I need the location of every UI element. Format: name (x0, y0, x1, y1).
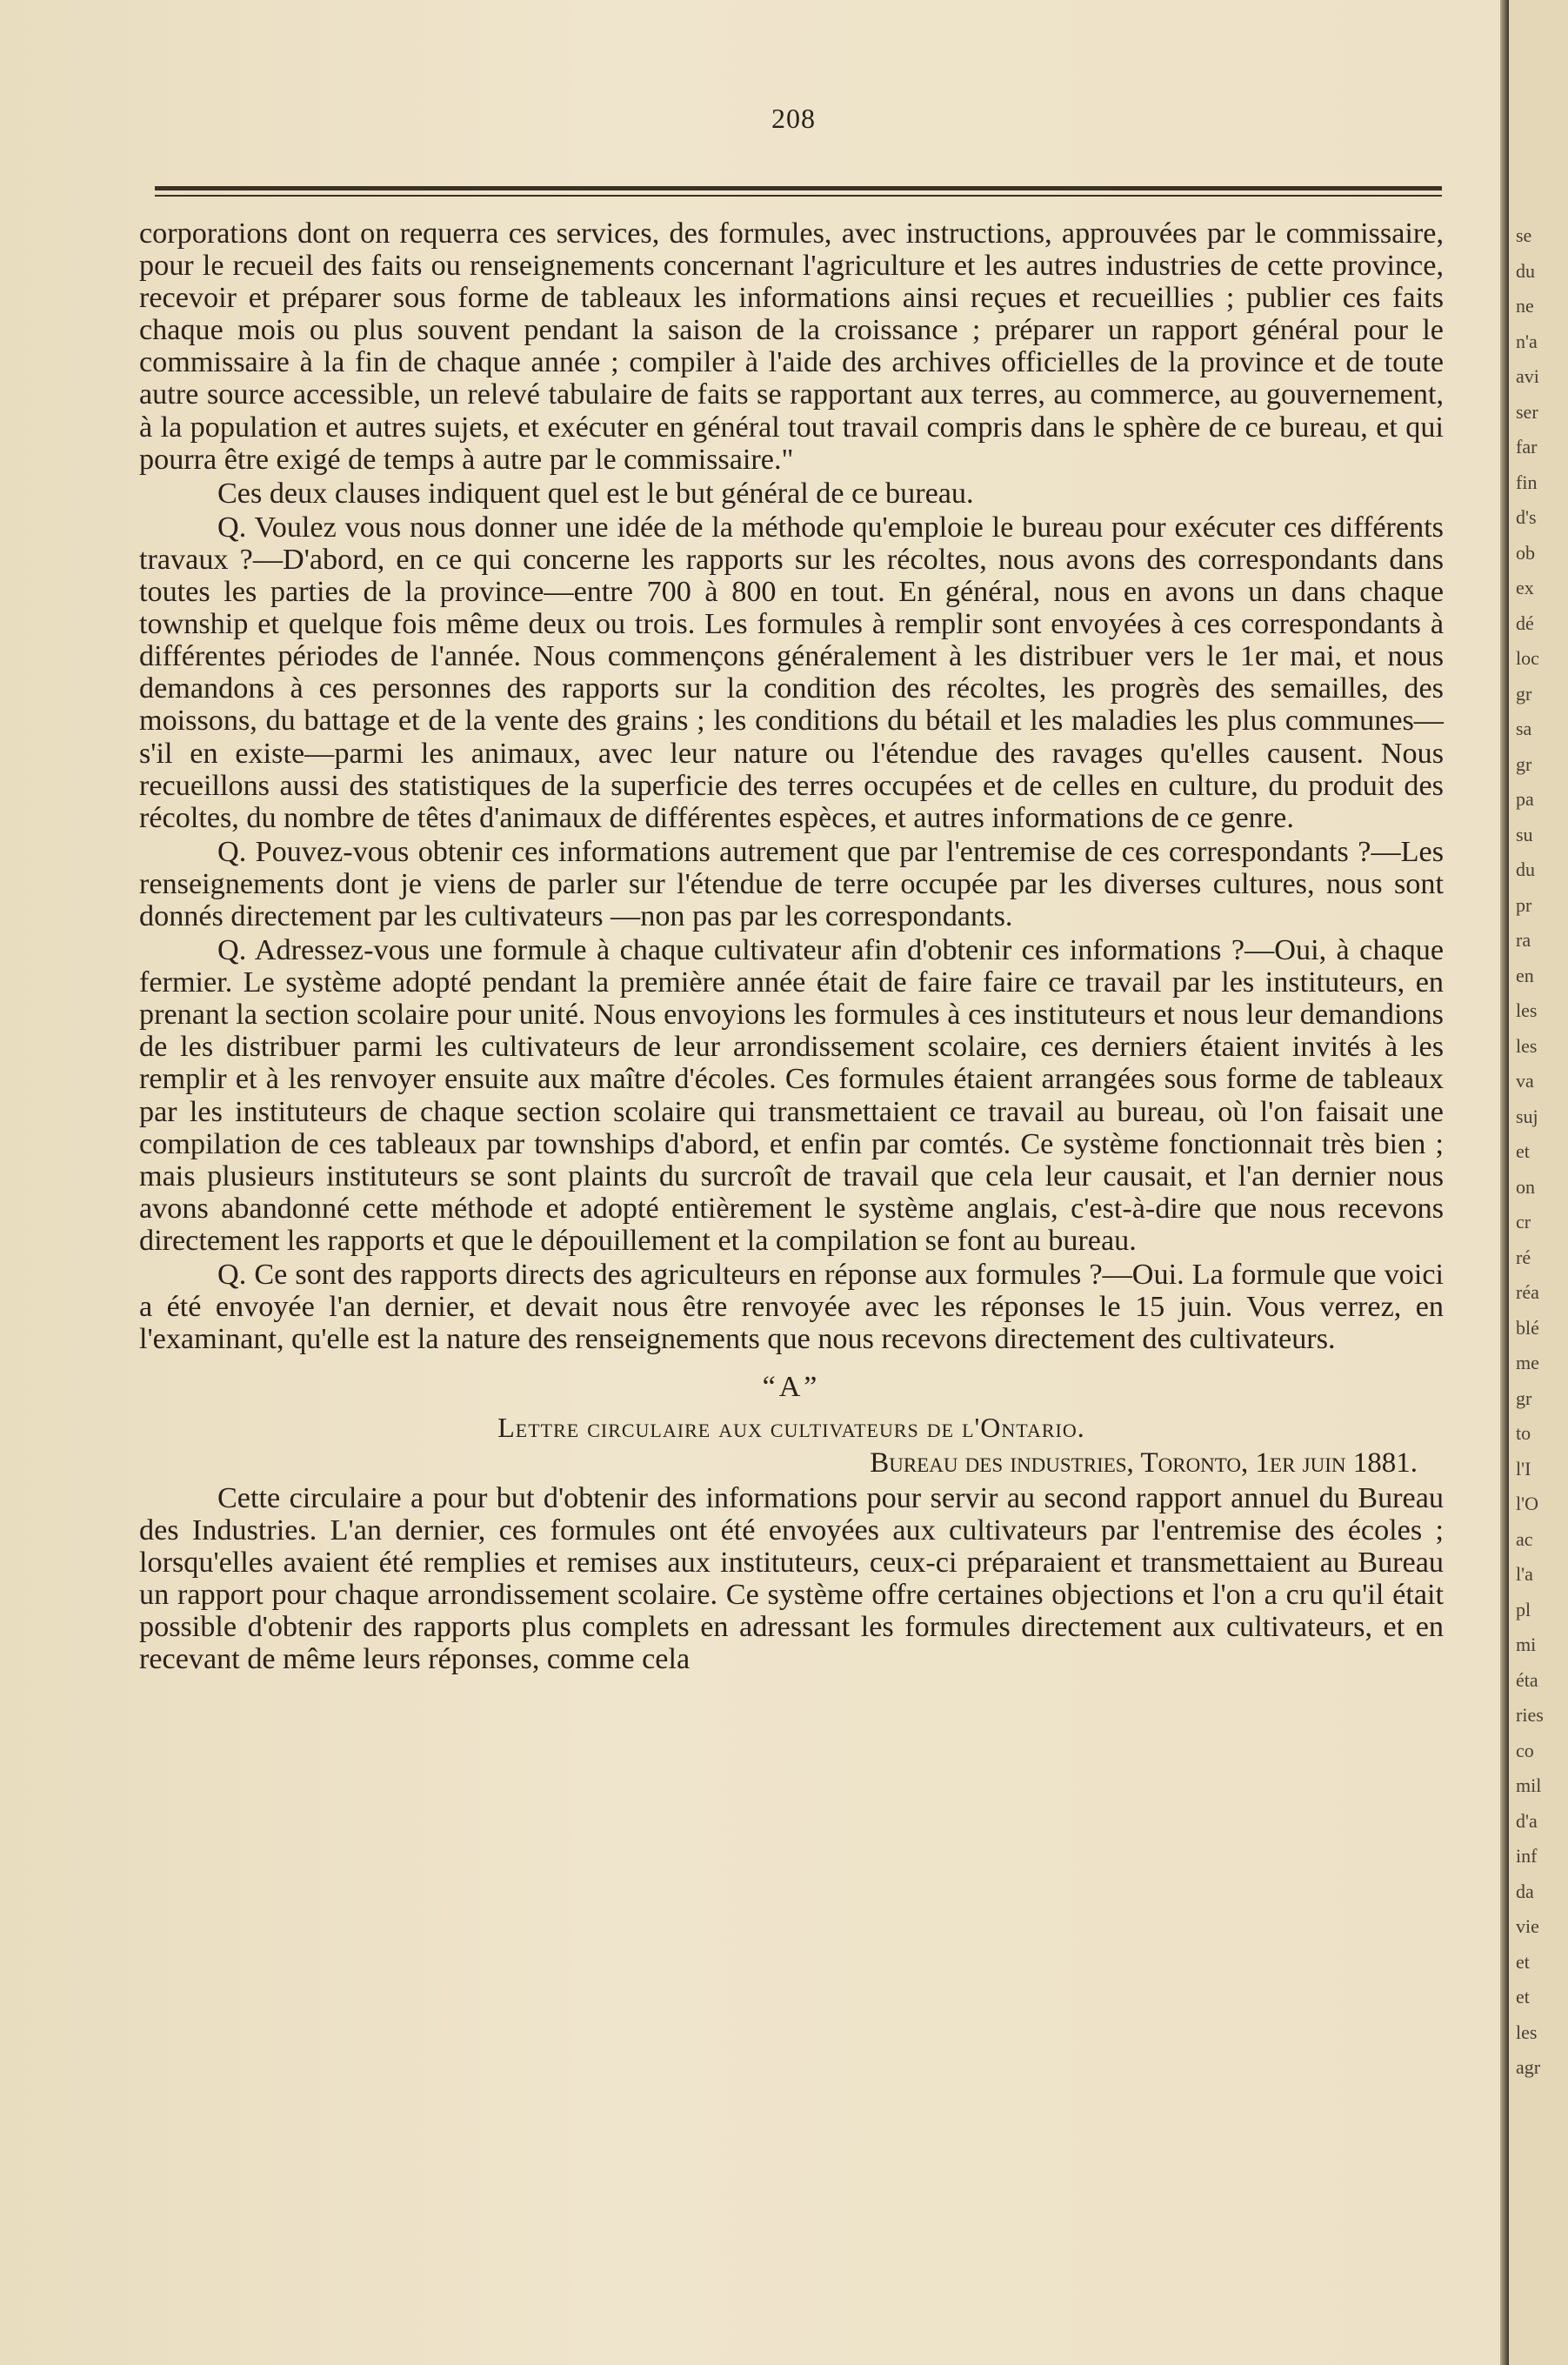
header-rule-thick (155, 186, 1442, 190)
facing-page-fragment: co (1516, 1739, 1534, 1761)
facing-page-fragment: les (1516, 2021, 1538, 2043)
circular-paragraph: Cette circulaire a pour but d'obtenir des informations pour servir au second rapport annuel du Bureau des Industries. L'an dernier, ces formules ont été envoyées aux cultivateurs par l'entremise des écoles ; lorsqu'elles avaient été remplies et remises aux instituteurs, ceux-ci préparaient et transmettaient au Bureau un rapport pour chaque arrondissement scolaire. Ce système offre certaines objections et l'on a cru qu'il était possible d'obtenir des rapports plus complets en adressant les formules directement aux cultivateurs, et en recevant de même leurs réponses, comme cela (139, 1481, 1444, 1676)
paragraph: Ces deux clauses indiquent quel est le but général de ce bureau. (217, 477, 974, 510)
book-spine (1500, 0, 1509, 2365)
facing-page-fragment: d's (1516, 506, 1537, 528)
facing-page-fragment: ac (1516, 1527, 1533, 1550)
header-rule-thin (155, 195, 1442, 197)
facing-page-edge (1509, 0, 1568, 2365)
facing-page-fragment: gr (1516, 1386, 1532, 1409)
facing-page-fragment: avi (1516, 365, 1539, 387)
facing-page-fragment: fin (1516, 471, 1538, 493)
appendix-label: “A” (762, 1371, 821, 1404)
body-text (139, 217, 1444, 1677)
facing-page-fragment: inf (1516, 1845, 1538, 1867)
facing-page-fragment: cr (1516, 1211, 1531, 1233)
facing-page-fragment: n'a (1516, 330, 1538, 352)
paragraph: Q. Ce sont des rapports directs des agriculteurs en réponse aux formules ?—Oui. La formule que voici a été envoyée l'an dernier, et devait nous être renvoyée avec les réponses le 15 juin. Vous verrez, en l'examinant, qu'elle est la nature des renseignements que nous recevons directement des cultivateurs. (139, 1259, 1444, 1356)
facing-page-fragment: su (1516, 823, 1533, 845)
facing-page-fragment: se (1516, 224, 1532, 246)
facing-page-fragment: pr (1516, 893, 1532, 916)
circular-title: Lettre circulaire aux cultivateurs de l'Ontario. (497, 1412, 1085, 1444)
facing-page-fragment: réa (1516, 1281, 1539, 1303)
facing-page-fragment: da (1516, 1880, 1534, 1902)
facing-page-fragment: du (1516, 858, 1535, 880)
facing-page-fragment: blé (1516, 1316, 1539, 1339)
facing-page-fragment: mi (1516, 1633, 1537, 1655)
facing-page-fragment: ser (1516, 400, 1538, 423)
facing-page-fragment: far (1516, 436, 1538, 458)
facing-page-fragment: les (1516, 1034, 1538, 1057)
facing-page-fragment: me (1516, 1352, 1539, 1373)
facing-page-fragment: ré (1516, 1246, 1531, 1268)
facing-page-fragment: et (1516, 1140, 1530, 1162)
facing-page-fragment: pa (1516, 788, 1534, 810)
paragraph: Q. Adressez-vous une formule à chaque cultivateur afin d'obtenir ces informations ?—Oui, à chaque fermier. Le système adopté pendant la première année était de faire faire ce travail par les instituteurs, en prenant la section scolaire pour unité. Nous envoyions les formules à ces instituteurs et nous leur demandions de les distribuer parmi les cultivateurs de leur arrondissement scolaire, ces derniers étaient invités à les remplir et à les renvoyer ensuite aux maître d'écoles. Ces formules étaient arrangées sous forme de tableaux par les instituteurs de chaque section scolaire qui transmettaient ce travail au bureau, où l'on faisait une compilation de ces tableaux par townships d'abord, et enfin par comtés. Ce système fonctionnait très bien ; mais plusieurs instituteurs se sont plaints du surcroît de travail que cela leur causait, et l'an dernier nous avons abandonné cette méthode et adopté entièrement le système anglais, c'est-à-dire que nous recevons directement les rapports et que le dépouillement et la compilation se font au bureau. (139, 934, 1444, 1257)
facing-page-fragment: éta (1516, 1668, 1538, 1691)
facing-page-fragment: l'I (1516, 1457, 1531, 1480)
facing-page-fragment: ob (1516, 541, 1535, 564)
paragraph: corporations dont on requerra ces services, des formules, avec instructions, approuvées par le commissaire, pour le recueil des faits ou renseignements concernant l'agriculture et les autres industries de cette province, recevoir et préparer sous forme de tableaux les informations ainsi reçues et recueillies ; publier ces faits chaque mois ou plus souvent pendant la saison de la croissance ; préparer un rapport général pour le commissaire à la fin de chaque année ; compiler à l'aide des archives officielles de la province et de toute autre source accessible, un relevé tabulaire de faits se rapportant aux terres, au commerce, au gouvernement, à la population et autres sujets, et exécuter en général tout travail compris dans le sphère de ce bureau, et qui pourra être exigé de temps à autre par le commissaire." (139, 217, 1444, 476)
paragraph: Q. Pouvez-vous obtenir ces informations autrement que par l'entremise de ces correspondants ?—Les renseignements dont je viens de parler sur l'étendue de terre occupée par les diverses cultures, nous sont donnés directement par les cultivateurs —non pas par les correspondants. (139, 835, 1444, 932)
page-number: 208 (771, 103, 816, 134)
facing-page-fragment: et (1516, 1950, 1530, 1973)
facing-page-fragment: to (1516, 1422, 1531, 1444)
facing-page-fragment: on (1516, 1175, 1535, 1198)
paragraph: Q. Voulez vous nous donner une idée de la méthode qu'emploie le bureau pour exécuter ces différents travaux ?—D'abord, en ce qui concerne les rapports sur les récoltes, nous avons des correspondants dans toutes les parties de la province—entre 700 à 800 en tout. En général, nous en avons un dans chaque township et quelque fois même deux ou trois. Les formules à remplir sont envoyées à ces correspondants à différentes périodes de l'année. Nous commençons généralement à les distribuer vers le 1er mai, et nous demandons à ces personnes des rapports sur la condition des récoltes, les progrès des semailles, des moissons, du battage et de la vente des grains ; les conditions du bétail et les maladies les plus communes—s'il en existe—parmi les animaux, avec leur nature ou l'étendue des ravages qu'elles causent. Nous recueillons aussi des statistiques de la superficie des terres occupées et de celles en culture, du produit des récoltes, du nombre de têtes d'animaux de différentes espèces, et autres informations de ce genre. (139, 511, 1444, 834)
facing-page-fragment: vie (1516, 1915, 1539, 1937)
facing-page-fragment: du (1516, 259, 1535, 282)
facing-page-fragment: loc (1516, 647, 1539, 669)
circular-date: Bureau des industries, Toronto, 1er juin 1881. (870, 1447, 1418, 1480)
facing-page-fragment: en (1516, 964, 1534, 986)
facing-page-fragment: l'a (1516, 1563, 1533, 1585)
facing-page-fragment: mil (1516, 1774, 1542, 1796)
facing-page-fragment: et (1516, 1986, 1530, 2008)
facing-page-fragment: l'O (1516, 1493, 1538, 1514)
facing-page-fragment: va (1516, 1070, 1534, 1092)
facing-page-fragment: suj (1516, 1105, 1538, 1127)
facing-page-fragment: ex (1516, 577, 1534, 598)
facing-page-fragment: pl (1516, 1598, 1531, 1620)
facing-page-fragment: gr (1516, 752, 1532, 775)
facing-page-fragment: dé (1516, 611, 1534, 634)
facing-page-fragment: gr (1516, 682, 1532, 705)
facing-page-fragment: sa (1516, 718, 1532, 739)
facing-page-fragment: ries (1516, 1704, 1544, 1726)
facing-page-fragment: ne (1516, 295, 1534, 317)
facing-page-fragment: d'a (1516, 1809, 1538, 1832)
facing-page-fragment: agr (1516, 2056, 1541, 2078)
facing-page-fragment: ra (1516, 929, 1531, 951)
facing-page-fragment: les (1516, 999, 1538, 1021)
